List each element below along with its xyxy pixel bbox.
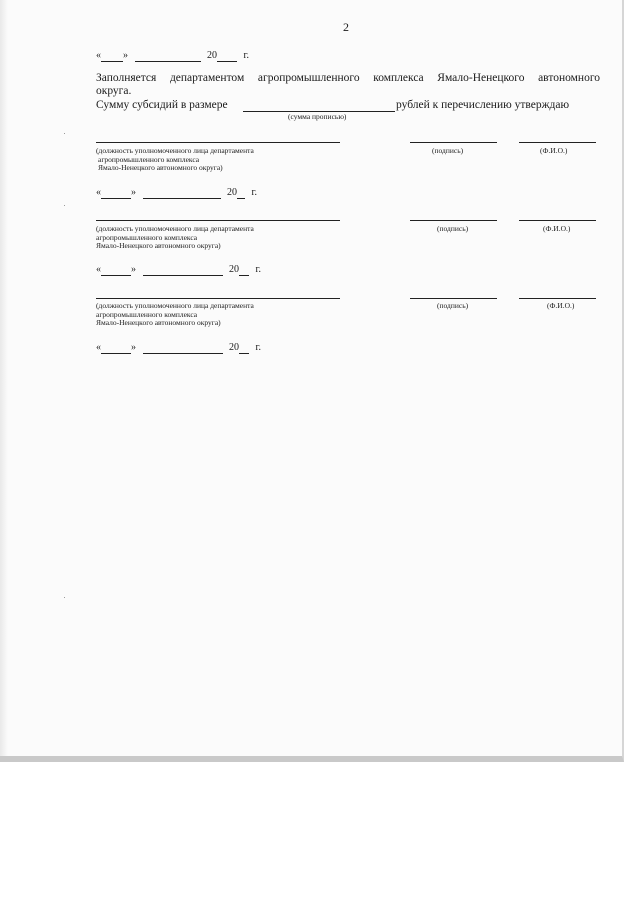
page-number: 2 (343, 20, 349, 34)
name-line-1 (519, 142, 596, 143)
position-line-1 (96, 142, 340, 143)
date-line-2: « » 20 г. (96, 264, 261, 275)
scan-speck (64, 597, 65, 598)
position-caption: (должность уполномоченного лица департамента агропромышленного комплекса Ямало-Ненецкого автономного округа) (96, 224, 254, 250)
header-line-3-prefix: Сумму субсидий в размере (96, 99, 228, 111)
signature-line-1 (410, 142, 497, 143)
signature-caption: (подпись) (437, 301, 469, 310)
date-line-1: « » 20 г. (96, 187, 257, 198)
date-line-3: « » 20 г. (96, 342, 261, 353)
signature-line-3 (410, 298, 497, 299)
name-caption: (Ф.И.О.) (540, 146, 568, 155)
position-caption: (должность уполномоченного лица департамента агропромышленного комплекса Ямало-Ненецкого автономного округа) (96, 301, 254, 327)
position-line-3 (96, 298, 340, 299)
name-caption: (Ф.И.О.) (543, 224, 571, 233)
signature-caption: (подпись) (437, 224, 469, 233)
amount-caption: (сумма прописью) (288, 112, 347, 121)
position-caption: (должность уполномоченного лица департамента агропромышленного комплекса Ямало-Ненецкого автономного округа) (96, 146, 254, 172)
date-line-top: « » 20 г. (96, 50, 249, 61)
signature-line-2 (410, 220, 497, 221)
header-line-1: Заполняется департаментом агропромышленного комплекса Ямало-Ненецкого автономного (96, 72, 600, 84)
signature-caption: (подпись) (432, 146, 464, 155)
name-line-2 (519, 220, 596, 221)
position-line-2 (96, 220, 340, 221)
header-line-3-suffix: рублей к перечислению утверждаю (396, 99, 570, 111)
name-line-3 (519, 298, 596, 299)
name-caption: (Ф.И.О.) (547, 301, 575, 310)
header-line-2: округа. (96, 85, 132, 97)
scan-speck (64, 133, 65, 134)
scan-speck (64, 205, 65, 206)
